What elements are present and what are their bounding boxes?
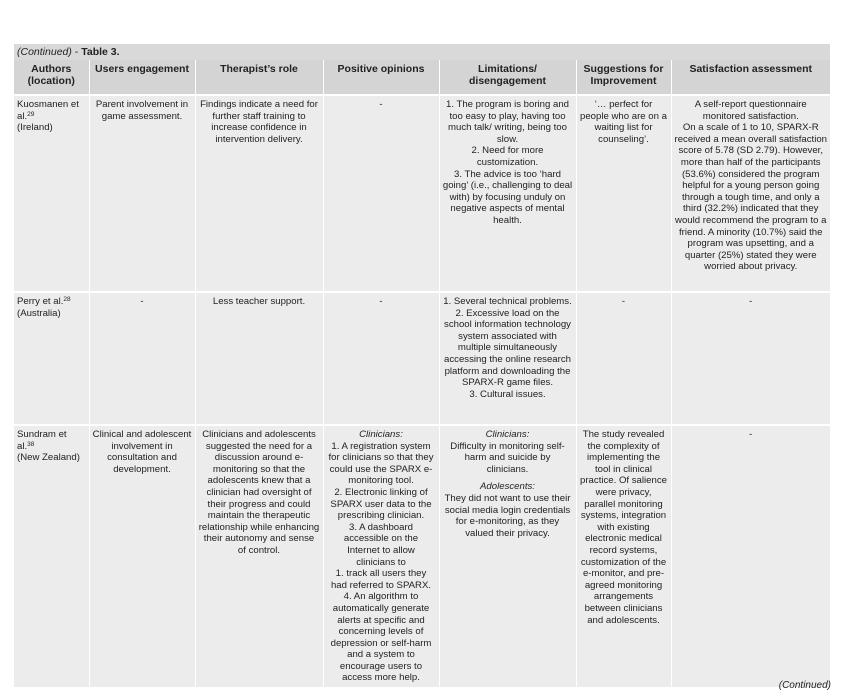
continued-footer: (Continued) xyxy=(778,680,831,691)
col-therapist-role: Therapist’s role xyxy=(195,60,323,95)
limitation-item: 1. Several technical problems. xyxy=(443,296,572,307)
col-satisfaction: Satisfaction assessment xyxy=(671,60,830,95)
limitation-item: Difficulty in monitoring self-harm and suicide by clinicians. xyxy=(450,440,565,475)
limitation-item: 1. The program is boring and too easy to play, having too much talk/ writing, being too slow. xyxy=(445,99,569,145)
satisfaction-text: - xyxy=(749,296,753,307)
author-name: Perry et al. xyxy=(17,296,64,307)
positive-item: 3. A dashboard accessible on the Internet to allow clinicians to xyxy=(343,521,419,568)
col-authors: Authors (location) xyxy=(14,60,89,95)
caption-table-label: Table 3. xyxy=(81,46,120,58)
positive-heading-text: Clinicians xyxy=(359,429,401,440)
limitations-cell xyxy=(439,425,576,687)
author-ref: 28 xyxy=(63,296,71,303)
caption-sep: - xyxy=(71,46,82,58)
author-name: Sundram et al. xyxy=(17,429,67,452)
limitations-cell xyxy=(439,95,576,292)
users-cell: Parent involvement in game assessment. xyxy=(89,95,195,292)
suggestions-cell: ‘… perfect for people who are on a waiting list for counseling’. xyxy=(576,95,671,292)
col-limitations: Limitations/ disengagement xyxy=(439,60,576,95)
limitation-heading-text: Adolescents xyxy=(480,481,533,493)
col-positive-opinions: Positive opinions xyxy=(323,60,439,95)
author-location: (Australia) xyxy=(17,307,61,319)
caption-continued: (Continued) xyxy=(17,46,72,58)
table-row xyxy=(14,292,830,425)
author-cell xyxy=(14,292,89,425)
limitations-cell xyxy=(439,292,576,425)
satisfaction-text: - xyxy=(749,429,753,440)
limitation-item: 3. The advice is too ‘hard going’ (i.e., challenging to deal with) by focusing unduly on negative aspects of mental health. xyxy=(442,168,573,226)
table-row xyxy=(14,95,830,292)
limitation-heading: Clinicians: xyxy=(485,429,530,440)
satisfaction-text: On a scale of 1 to 10, SPARX-R received a mean overall satisfaction score of 5.78 (SD 2.79). However, more than half of the participants (53.6%) considered the program helpful for a young person going through a tough time, and only a third (32.2%) indicated that they would recommend the program to a friend. A minority (10.7%) said the program was upsetting, and a quarter (25%) stated they were worried about privacy. xyxy=(674,122,828,273)
author-location: (New Zealand) xyxy=(17,452,80,464)
col-suggestions: Suggestions for Improvement xyxy=(576,60,671,95)
table-page xyxy=(14,44,830,687)
author-location: (Ireland) xyxy=(17,122,53,134)
suggestions-cell: The study revealed the complexity of implementing the tool in clinical practice. Of salience were privacy, parallel monitoring systems, integration with existing electronic medical record systems, customization of the e-monitor, and pre-agreed monitoring arrangements between clinicians and adolescents. xyxy=(576,425,671,687)
author-ref: 29 xyxy=(27,110,35,118)
table-row xyxy=(14,425,830,687)
users-cell: Clinical and adolescent involvement in consultation and development. xyxy=(89,425,195,687)
limitation-heading-text: Clinicians xyxy=(485,429,527,440)
limitation-item: They did not want to use their social media login credentials for e-monitoring, as they valued their privacy. xyxy=(444,492,571,539)
satisfaction-cell xyxy=(671,292,830,425)
positive-item: 4. An algorithm to automatically generate alerts at specific and concerning levels of depression or self-harm and a system to encourage users to access more help. xyxy=(330,591,432,684)
results-table xyxy=(14,60,830,687)
satisfaction-cell xyxy=(671,95,830,292)
author-cell xyxy=(14,95,89,292)
positive-heading: Clinicians: xyxy=(359,429,403,440)
limitation-heading: Adolescents: xyxy=(480,481,535,493)
limitation-item: 2. Excessive load on the school information technology system associated with multiple simultaneously accessing the online research platform and downloading the SPARX-R game files. xyxy=(444,307,571,389)
positive-cell xyxy=(323,425,439,687)
users-cell: - xyxy=(89,292,195,425)
satisfaction-cell xyxy=(671,425,830,687)
positive-item: 1. track all users they had referred to SPARX. xyxy=(330,568,432,591)
author-name: Kuosmanen et al. xyxy=(17,99,79,122)
author-cell xyxy=(14,425,89,687)
therapist-cell: Less teacher support. xyxy=(195,292,323,425)
therapist-cell: Findings indicate a need for further staff training to increase confidence in intervention delivery. xyxy=(195,95,323,292)
limitation-item: 3. Cultural issues. xyxy=(469,388,546,400)
suggestions-cell: - xyxy=(576,292,671,425)
limitation-item: 2. Need for more customization. xyxy=(471,145,544,168)
therapist-cell: Clinicians and adolescents suggested the need for a discussion around e-monitoring so that the adolescents knew that a clinician had oversight of their progress and could maintain the therapeutic relationship while enhancing their autonomy and sense of control. xyxy=(195,425,323,687)
col-users-engagement: Users engagement xyxy=(89,60,195,95)
positive-cell: - xyxy=(323,292,439,425)
table-caption xyxy=(14,44,830,60)
positive-item: 1. A registration system for clinicians so that they could use the SPARX e-monitoring tool. xyxy=(328,440,434,487)
satisfaction-text: A self-report questionnaire monitored satisfaction. xyxy=(694,99,807,122)
author-ref: 38 xyxy=(27,440,35,448)
header-row xyxy=(14,60,830,95)
positive-item: 2. Electronic linking of SPARX user data to the prescribing clinician. xyxy=(330,486,432,522)
positive-cell: - xyxy=(323,95,439,292)
